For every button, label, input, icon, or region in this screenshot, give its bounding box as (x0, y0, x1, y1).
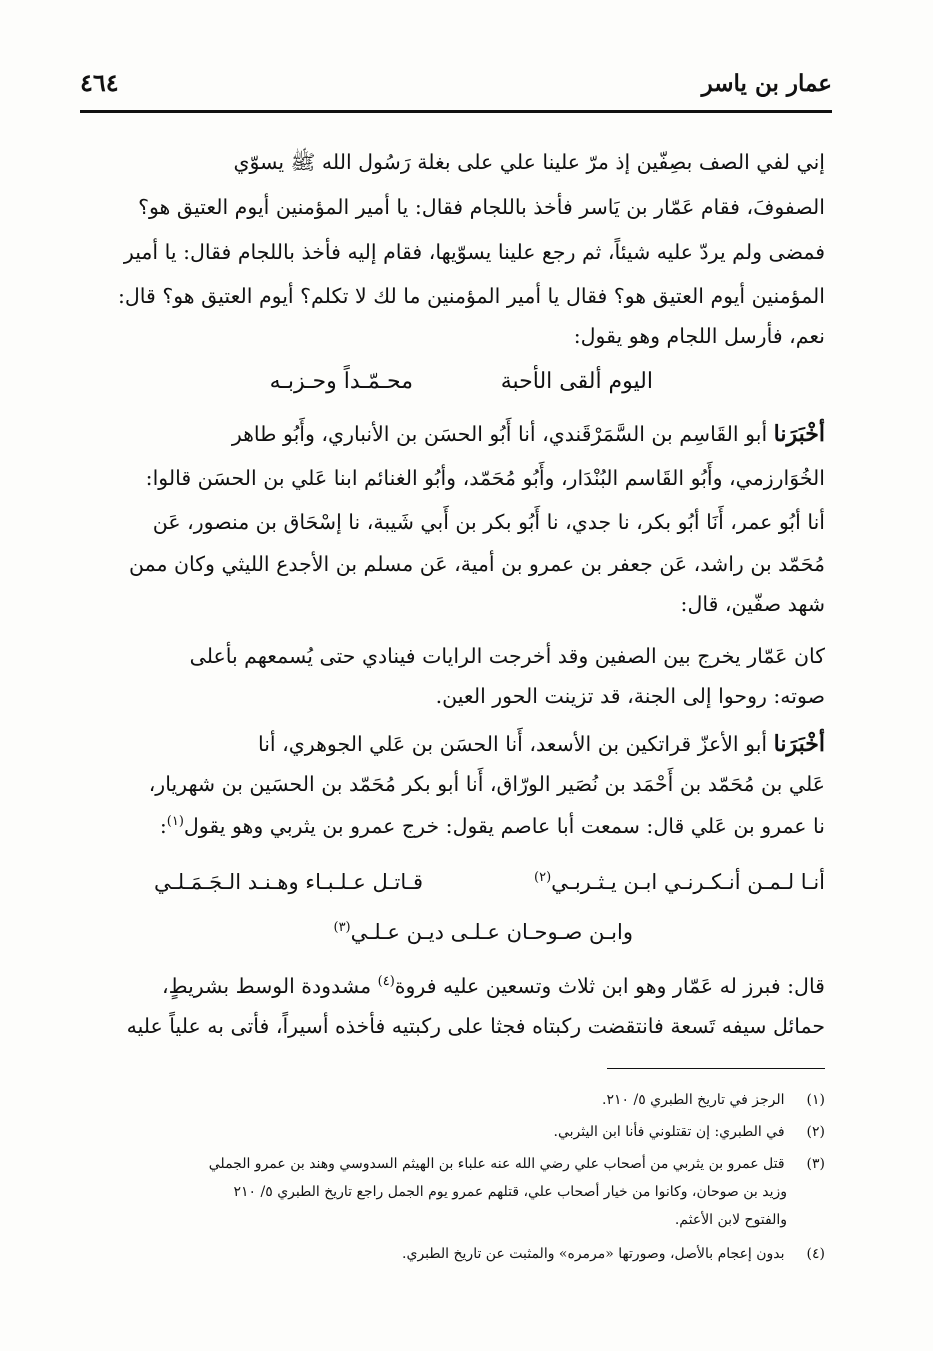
body-line: كان عَمّار يخرج بين الصفين وقد أخرجت الرايات فينادي حتى يُسمعهم بأعلى (189, 644, 825, 668)
verse-hemistich-right (534, 860, 825, 904)
footnote-text: الرجز في تاريخ الطبري ٥/ ٢١٠. (602, 1092, 785, 1108)
verse-hemistich-right: اليوم ألقى الأحبة (500, 369, 653, 394)
header-rule (80, 110, 832, 113)
footnote (105, 1150, 825, 1178)
body-line: الصفوفَ، فقام عَمّار بن يَاسر فأخذ باللجام فقال: يا أمير المؤمنين أيوم العتيق هو؟ (138, 195, 825, 219)
body-line: شهد صفّين، قال: (680, 592, 825, 616)
isnad-lead: أخْبَرَنا (773, 731, 825, 757)
body-text: قال: فبرز له عَمّار وهو ابن ثلاث وتسعين عليه فروة (394, 974, 825, 998)
footnote-ref[interactable]: (٣) (333, 920, 351, 935)
footnote-ref[interactable]: (٢) (534, 870, 552, 885)
body-line: إني لفي الصف بصِفّين إذ مرّ علينا علي على بغلة رَسُول الله ﷺ يسوّي (233, 150, 825, 174)
body-line: فمضى ولم يردّ عليه شيئاً، ثم رجع علينا يسوّيها، فقام إليه فأخذ باللجام فقال: يا أمير (123, 240, 825, 264)
body-line (105, 806, 825, 846)
body-text: نا عمرو بن عَلي قال: سمعت أبا عاصم يقول: خرج عمرو بن يثربي وهو يقول (183, 814, 825, 838)
running-title: عمار بن ياسر (701, 70, 832, 97)
body-line: عَلي بن مُحَمّد بن أَحْمَد بن نُصَير الورّاق، أَنا أبو بكر مُحَمّد بن الحسَين بن شهريار، (148, 772, 825, 796)
body-line: حمائل سيفه تَسعة فانتقضت ركبتاه فجثا على ركبتيه فأخذه أسيراً، فأتى به علياً عليه (126, 1014, 825, 1038)
footnote-text: بدون إعجام بالأصل، وصورتها «مرمره» والمثبت عن تاريخ الطبري. (402, 1246, 785, 1262)
footnote-text: في الطبري: إن تقتلوني فأنا ابن اليثربي. (553, 1124, 785, 1140)
body-line: نعم، فأرسل اللجام وهو يقول: (573, 324, 825, 348)
footnote-rule (607, 1068, 825, 1069)
footnote-ref[interactable]: (١) (166, 814, 184, 830)
verse-hemistich-left: قـاتـل عـلـبـاء وهـنـد الـجَـمَـلـي (154, 870, 423, 894)
verse-hemistich-left: محـمّـداً وحـزبـه (269, 369, 413, 394)
isnad-lead: أخْبَرَنا (773, 421, 825, 447)
body-line: أنا أبُو عمر، أَنَا أبُو بكر، نا جدي، نا أَبُو بكر بن أَبي شَيبة، نا إسْحَاق بن منصور، عَن (152, 510, 825, 534)
body-text: أبو القَاسِم بن السَّمَرْقَندي، أنا أَبُو الحسَن بن الأنباري، وأَبُو طاهر (231, 422, 768, 446)
footnote-number: (١) (806, 1092, 825, 1108)
body-line (125, 966, 825, 1006)
body-line (105, 414, 825, 454)
footnote (105, 1086, 825, 1114)
body-line: مُحَمّد بن راشد، عَن جعفر بن عمرو بن أمية، عَن مسلم بن الأجدع الليثي وكان ممن (129, 552, 825, 576)
footnote-number: (٣) (806, 1156, 825, 1172)
body-text: : (159, 814, 167, 838)
footnote (105, 1240, 825, 1268)
footnote-text: قتل عمرو بن يثربي من أصحاب علي رضي الله عنه علباء بن الهيثم السدوسي وهند بن عمرو الجملي (208, 1156, 785, 1172)
body-line: الخُوَارزمي، وأَبُو القَاسم البُنْدَار، وأَبُو مُحَمّد، وأبُو الغنائم ابنا عَلي بن الحسَن قالوا: (145, 466, 825, 490)
footnote-continuation: والفتوح لابن الأعثم. (674, 1212, 787, 1228)
footnote-number: (٤) (806, 1246, 825, 1262)
verse-text: وابـن صـوحـان عـلـى ديـن عـلـي (350, 920, 633, 944)
footnote (105, 1118, 825, 1146)
page-header (80, 66, 832, 102)
body-line (105, 724, 825, 764)
body-line: المؤمنين أيوم العتيق هو؟ فقال يا أمير المؤمنين ما لك لا تكلم؟ أيوم العتيق هو؟ قال: (117, 284, 825, 308)
verse-line-centered (333, 910, 633, 954)
body-line: صوته: روحوا إلى الجنة، قد تزينت الحور العين. (435, 684, 825, 708)
footnote-continuation: وزيد بن صوحان، وكانوا من خيار أصحاب علي، قتلهم عمرو يوم الجمل راجع تاريخ الطبري ٥/ ٢١٠ (233, 1184, 787, 1200)
body-text: أبو الأعزّ قراتكين بن الأسعد، أَنا الحسَن بن عَلي الجوهري، أنا (257, 732, 768, 756)
page-number: ٤٦٤ (80, 68, 119, 97)
body-text: مشدودة الوسط بشريطٍ، (162, 974, 378, 998)
footnote-number: (٢) (806, 1124, 825, 1140)
footnote-ref[interactable]: (٤) (377, 974, 395, 990)
verse-text: أنـا لـمـن أنـكـرنـي ابـن يـثـربـي (551, 870, 825, 894)
